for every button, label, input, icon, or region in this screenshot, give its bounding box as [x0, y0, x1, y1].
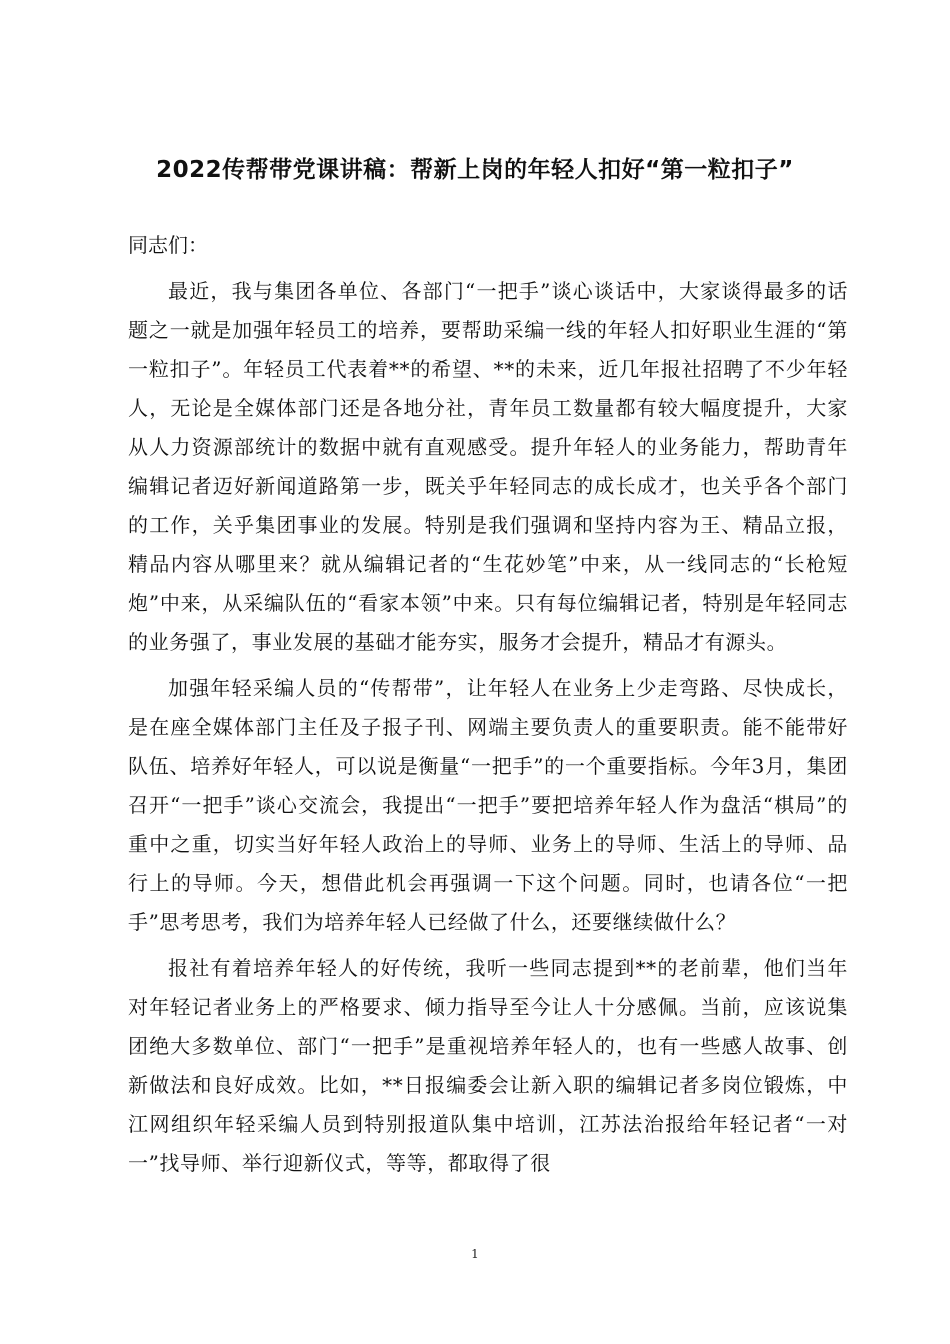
document-title: 2022传帮带党课讲稿：帮新上岗的年轻人扣好“第一粒扣子”: [156, 157, 794, 183]
paragraph-2: 加强年轻采编人员的“传帮带”，让年轻人在业务上少走弯路、尽快成长，是在座全媒体部门主任及子报子刊、网端主要负责人的重要职责。能不能带好队伍、培养好年轻人，可以说是衡量“一把手”的一个重要指标。今年3月，集团召开“一把手”谈心交流会，我提出“一把手”要把培养年轻人作为盘活“棋局”的重中之重，切实当好年轻人政治上的导师、业务上的导师、生活上的导师、品行上的导师。今天，想借此机会再强调一下这个问题。同时，也请各位“一把手”思考思考，我们为培养年轻人已经做了什么，还要继续做什么？: [128, 676, 848, 934]
paragraph-1: 最近，我与集团各单位、各部门“一把手”谈心谈话中，大家谈得最多的话题之一就是加强年轻员工的培养，要帮助采编一线的年轻人扣好职业生涯的“第一粒扣子”。年轻员工代表着**的希望、**的未来，近几年报社招聘了不少年轻人，无论是全媒体部门还是各地分社，青年员工数量都有较大幅度提升，大家从人力资源部统计的数据中就有直观感受。提升年轻人的业务能力，帮助青年编辑记者迈好新闻道路第一步，既关乎年轻同志的成长成才，也关乎各个部门的工作，关乎集团事业的发展。特别是我们强调和坚持内容为王、精品立报，精品内容从哪里来？就从编辑记者的“生花妙笔”中来，从一线同志的“长枪短炮”中来，从采编队伍的“看家本领”中来。只有每位编辑记者，特别是年轻同志的业务强了，事业发展的基础才能夯实，服务才会提升，精品才有源头。: [128, 279, 848, 654]
salutation: 同志们：: [128, 233, 208, 257]
page-number: 1: [471, 1247, 479, 1261]
paragraph-3: 报社有着培养年轻人的好传统，我听一些同志提到**的老前辈，他们当年对年轻记者业务上的严格要求、倾力指导至今让人十分感佩。当前，应该说集团绝大多数单位、部门“一把手”是重视培养年轻人的，也有一些感人故事、创新做法和良好成效。比如，**日报编委会让新入职的编辑记者多岗位锻炼，中江网组织年轻采编人员到特别报道队集中培训，江苏法治报给年轻记者“一对一”找导师、举行迎新仪式，等等，都取得了很: [128, 956, 848, 1175]
document-body: [128, 226, 848, 1190]
